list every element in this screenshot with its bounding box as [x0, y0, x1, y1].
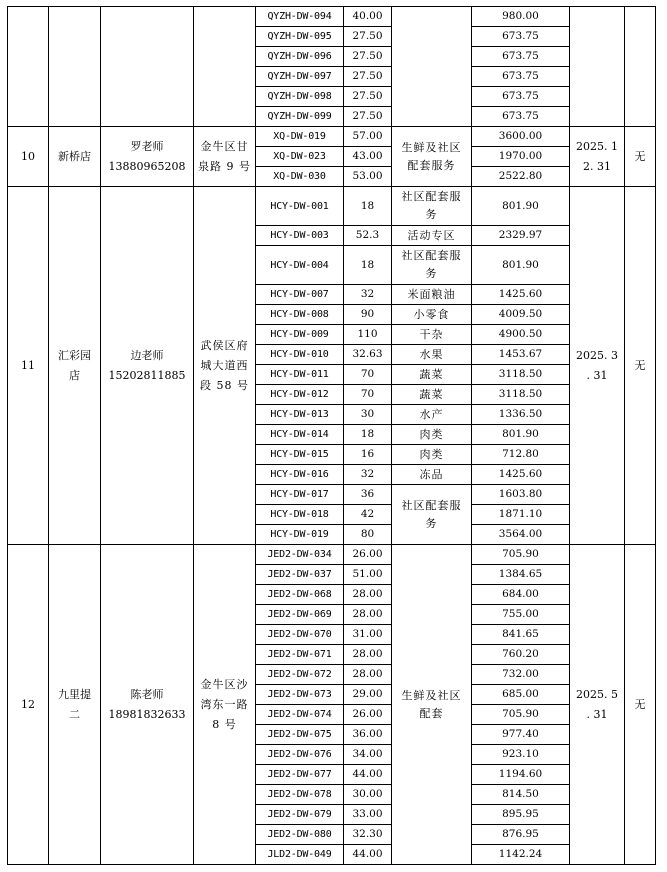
amount-cell: 1384.65: [472, 565, 570, 585]
contact-cell-line-1: 罗老师: [130, 139, 164, 153]
table-row: [8, 127, 656, 147]
amount-cell: 2329.97: [472, 226, 570, 246]
amount-cell: 673.75: [472, 67, 570, 87]
unit-code-cell: HCY-DW-003: [256, 226, 344, 246]
unit-code-cell: QYZH-DW-096: [256, 47, 344, 67]
amount-cell: 705.90: [472, 705, 570, 725]
area-cell: 32.30: [344, 825, 392, 845]
remark-cell: [625, 7, 656, 127]
date-cell: [570, 7, 625, 127]
amount-cell: 1603.80: [472, 485, 570, 505]
remark-cell: 无: [625, 187, 656, 545]
no-cell: [8, 7, 49, 127]
area-cell: 80: [344, 525, 392, 545]
area-cell: 28.00: [344, 605, 392, 625]
unit-code-cell: JED2-DW-034: [256, 545, 344, 565]
unit-code-cell: XQ-DW-030: [256, 167, 344, 187]
area-cell: 42: [344, 505, 392, 525]
date-cell-line-1: 2025. 1: [576, 139, 618, 153]
address-cell: [194, 545, 256, 865]
area-cell: 51.00: [344, 565, 392, 585]
area-cell: 110: [344, 325, 392, 345]
category-cell-line-1: 蔬菜: [419, 387, 444, 401]
category-cell-line-1: 冻品: [419, 467, 444, 481]
area-cell: 90: [344, 305, 392, 325]
amount-cell: 2522.80: [472, 167, 570, 187]
category-cell: [392, 285, 472, 305]
remark-cell: 无: [625, 127, 656, 187]
table-row: [8, 187, 656, 226]
table-body: [8, 7, 656, 865]
area-cell: 26.00: [344, 545, 392, 565]
unit-code-cell: XQ-DW-019: [256, 127, 344, 147]
amount-cell: 876.95: [472, 825, 570, 845]
unit-code-cell: HCY-DW-016: [256, 465, 344, 485]
amount-cell: 1194.60: [472, 765, 570, 785]
unit-code-cell: HCY-DW-008: [256, 305, 344, 325]
amount-cell: 3118.50: [472, 385, 570, 405]
area-cell: 43.00: [344, 147, 392, 167]
category-cell-line-1: 社区配套服: [401, 498, 462, 512]
no-cell: 11: [8, 187, 49, 545]
category-cell-line-1: 活动专区: [407, 228, 456, 242]
contact-cell: [101, 127, 194, 187]
store-name-cell: 新桥店: [49, 127, 101, 187]
category-cell-line-1: 肉类: [419, 447, 444, 461]
store-name-cell: [49, 545, 101, 865]
no-cell: 10: [8, 127, 49, 187]
address-cell-line-1: 金牛区甘: [200, 139, 249, 153]
contact-cell-line-2: 18981832633: [108, 707, 186, 721]
store-name-cell: [49, 7, 101, 127]
category-cell: [392, 187, 472, 226]
area-cell: 18: [344, 246, 392, 285]
unit-code-cell: QYZH-DW-094: [256, 7, 344, 27]
contact-cell-line-2: 13880965208: [108, 159, 186, 173]
category-cell: [392, 305, 472, 325]
amount-cell: 801.90: [472, 425, 570, 445]
unit-code-cell: QYZH-DW-099: [256, 107, 344, 127]
unit-code-cell: HCY-DW-014: [256, 425, 344, 445]
date-cell-line-2: . 31: [586, 368, 608, 382]
amount-cell: 3118.50: [472, 365, 570, 385]
area-cell: 36: [344, 485, 392, 505]
area-cell: 16: [344, 445, 392, 465]
area-cell: 28.00: [344, 585, 392, 605]
unit-code-cell: JED2-DW-074: [256, 705, 344, 725]
date-cell: [570, 545, 625, 865]
unit-code-cell: JED2-DW-080: [256, 825, 344, 845]
no-cell: 12: [8, 545, 49, 865]
date-cell: [570, 127, 625, 187]
category-cell-line-2: 务: [425, 516, 438, 530]
date-cell: [570, 187, 625, 545]
address-cell-line-2: 湾东一路: [200, 697, 249, 711]
amount-cell: 841.65: [472, 625, 570, 645]
area-cell: 27.50: [344, 107, 392, 127]
amount-cell: 1453.67: [472, 345, 570, 365]
address-cell: [194, 7, 256, 127]
unit-code-cell: JED2-DW-072: [256, 665, 344, 685]
category-cell-line-1: 水果: [419, 347, 444, 361]
contact-cell: [101, 545, 194, 865]
amount-cell: 3600.00: [472, 127, 570, 147]
category-cell-line-2: 配套服务: [407, 158, 456, 172]
category-cell: [392, 425, 472, 445]
category-cell: [392, 545, 472, 865]
unit-code-cell: XQ-DW-023: [256, 147, 344, 167]
store-name-cell-line-1: 汇彩园: [58, 348, 91, 362]
amount-cell: 712.80: [472, 445, 570, 465]
date-cell-line-1: 2025. 5: [576, 687, 618, 701]
amount-cell: 1425.60: [472, 465, 570, 485]
area-cell: 27.50: [344, 27, 392, 47]
amount-cell: 673.75: [472, 27, 570, 47]
area-cell: 18: [344, 187, 392, 226]
address-cell-line-2: 城大道西: [200, 358, 249, 372]
address-cell-line-1: 金牛区沙: [200, 677, 249, 691]
amount-cell: 977.40: [472, 725, 570, 745]
category-cell-line-1: 蔬菜: [419, 367, 444, 381]
category-cell-line-2: 务: [425, 267, 438, 280]
category-cell: [392, 345, 472, 365]
contact-cell-line-1: 边老师: [130, 348, 164, 362]
unit-code-cell: JED2-DW-078: [256, 785, 344, 805]
store-name-cell-line-2: 店: [69, 368, 80, 382]
category-cell: [392, 365, 472, 385]
category-cell-line-1: 社区配套服: [401, 249, 462, 262]
category-cell: [392, 325, 472, 345]
area-cell: 44.00: [344, 845, 392, 865]
category-cell-line-1: 社区配套服: [401, 190, 462, 203]
contact-cell: [101, 187, 194, 545]
area-cell: 26.00: [344, 705, 392, 725]
area-cell: 29.00: [344, 685, 392, 705]
amount-cell: 755.00: [472, 605, 570, 625]
category-cell-line-1: 小零食: [413, 307, 450, 321]
amount-cell: 673.75: [472, 107, 570, 127]
unit-code-cell: JED2-DW-070: [256, 625, 344, 645]
amount-cell: 1336.50: [472, 405, 570, 425]
category-cell-line-1: 米面粮油: [407, 287, 456, 301]
amount-cell: 814.50: [472, 785, 570, 805]
area-cell: 44.00: [344, 765, 392, 785]
unit-code-cell: HCY-DW-013: [256, 405, 344, 425]
date-cell-line-1: 2025. 3: [576, 348, 618, 362]
amount-cell: 4009.50: [472, 305, 570, 325]
area-cell: 28.00: [344, 645, 392, 665]
contact-cell: [101, 7, 194, 127]
area-cell: 30: [344, 405, 392, 425]
category-cell: [392, 485, 472, 545]
amount-cell: 673.75: [472, 47, 570, 67]
unit-code-cell: HCY-DW-017: [256, 485, 344, 505]
unit-code-cell: HCY-DW-015: [256, 445, 344, 465]
unit-code-cell: HCY-DW-012: [256, 385, 344, 405]
address-cell-line-3: 8 号: [212, 717, 237, 731]
store-name-cell: [49, 187, 101, 545]
area-cell: 70: [344, 385, 392, 405]
category-cell: [392, 246, 472, 285]
address-cell-line-3: 段 58 号: [200, 378, 249, 392]
category-cell: [392, 7, 472, 127]
amount-cell: 923.10: [472, 745, 570, 765]
area-cell: 57.00: [344, 127, 392, 147]
unit-code-cell: QYZH-DW-097: [256, 67, 344, 87]
amount-cell: 684.00: [472, 585, 570, 605]
area-cell: 70: [344, 365, 392, 385]
area-cell: 36.00: [344, 725, 392, 745]
unit-code-cell: JED2-DW-071: [256, 645, 344, 665]
amount-cell: 732.00: [472, 665, 570, 685]
area-cell: 31.00: [344, 625, 392, 645]
amount-cell: 1871.10: [472, 505, 570, 525]
amount-cell: 4900.50: [472, 325, 570, 345]
area-cell: 40.00: [344, 7, 392, 27]
amount-cell: 895.95: [472, 805, 570, 825]
table-row: [8, 7, 656, 27]
amount-cell: 760.20: [472, 645, 570, 665]
unit-code-cell: HCY-DW-009: [256, 325, 344, 345]
area-cell: 34.00: [344, 745, 392, 765]
area-cell: 32: [344, 465, 392, 485]
category-cell-line-1: 生鲜及社区: [401, 140, 462, 154]
unit-code-cell: JED2-DW-068: [256, 585, 344, 605]
area-cell: 27.50: [344, 67, 392, 87]
contact-cell-line-2: 15202811885: [108, 368, 186, 382]
unit-code-cell: JED2-DW-079: [256, 805, 344, 825]
amount-cell: 3564.00: [472, 525, 570, 545]
store-lease-table: [7, 6, 656, 865]
address-cell: [194, 187, 256, 545]
unit-code-cell: JED2-DW-069: [256, 605, 344, 625]
area-cell: 18: [344, 425, 392, 445]
address-cell-line-1: 武侯区府: [200, 338, 249, 352]
unit-code-cell: HCY-DW-004: [256, 246, 344, 285]
category-cell-line-2: 配套: [419, 706, 444, 720]
category-cell-line-1: 干杂: [419, 327, 444, 341]
unit-code-cell: HCY-DW-018: [256, 505, 344, 525]
store-name-cell-line-1: 九里提: [58, 687, 91, 701]
area-cell: 28.00: [344, 665, 392, 685]
amount-cell: 685.00: [472, 685, 570, 705]
store-name-cell-line-2: 二: [69, 707, 80, 721]
remark-cell: 无: [625, 545, 656, 865]
area-cell: 27.50: [344, 87, 392, 107]
category-cell-line-1: 肉类: [419, 427, 444, 441]
address-cell: [194, 127, 256, 187]
area-cell: 30.00: [344, 785, 392, 805]
amount-cell: 801.90: [472, 246, 570, 285]
category-cell: [392, 445, 472, 465]
area-cell: 27.50: [344, 47, 392, 67]
table-row: [8, 545, 656, 565]
area-cell: 53.00: [344, 167, 392, 187]
unit-code-cell: HCY-DW-019: [256, 525, 344, 545]
date-cell-line-2: . 31: [586, 707, 608, 721]
category-cell-line-2: 务: [425, 208, 438, 221]
unit-code-cell: HCY-DW-001: [256, 187, 344, 226]
unit-code-cell: HCY-DW-011: [256, 365, 344, 385]
amount-cell: 1142.24: [472, 845, 570, 865]
amount-cell: 673.75: [472, 87, 570, 107]
unit-code-cell: HCY-DW-010: [256, 345, 344, 365]
unit-code-cell: HCY-DW-007: [256, 285, 344, 305]
amount-cell: 1970.00: [472, 147, 570, 167]
unit-code-cell: JED2-DW-076: [256, 745, 344, 765]
area-cell: 52.3: [344, 226, 392, 246]
unit-code-cell: JED2-DW-075: [256, 725, 344, 745]
unit-code-cell: QYZH-DW-098: [256, 87, 344, 107]
category-cell-line-1: 水产: [419, 407, 444, 421]
unit-code-cell: QYZH-DW-095: [256, 27, 344, 47]
category-cell-line-1: 生鲜及社区: [401, 688, 462, 702]
area-cell: 32: [344, 285, 392, 305]
address-cell-line-2: 泉路 9 号: [198, 159, 251, 173]
unit-code-cell: JED2-DW-073: [256, 685, 344, 705]
amount-cell: 705.90: [472, 545, 570, 565]
date-cell-line-2: 2. 31: [583, 159, 611, 173]
category-cell: [392, 405, 472, 425]
category-cell: [392, 127, 472, 187]
unit-code-cell: JED2-DW-077: [256, 765, 344, 785]
amount-cell: 801.90: [472, 187, 570, 226]
unit-code-cell: JED2-DW-037: [256, 565, 344, 585]
amount-cell: 980.00: [472, 7, 570, 27]
category-cell: [392, 385, 472, 405]
amount-cell: 1425.60: [472, 285, 570, 305]
area-cell: 33.00: [344, 805, 392, 825]
contact-cell-line-1: 陈老师: [130, 687, 164, 701]
area-cell: 32.63: [344, 345, 392, 365]
category-cell: [392, 465, 472, 485]
category-cell: [392, 226, 472, 246]
unit-code-cell: JLD2-DW-049: [256, 845, 344, 865]
